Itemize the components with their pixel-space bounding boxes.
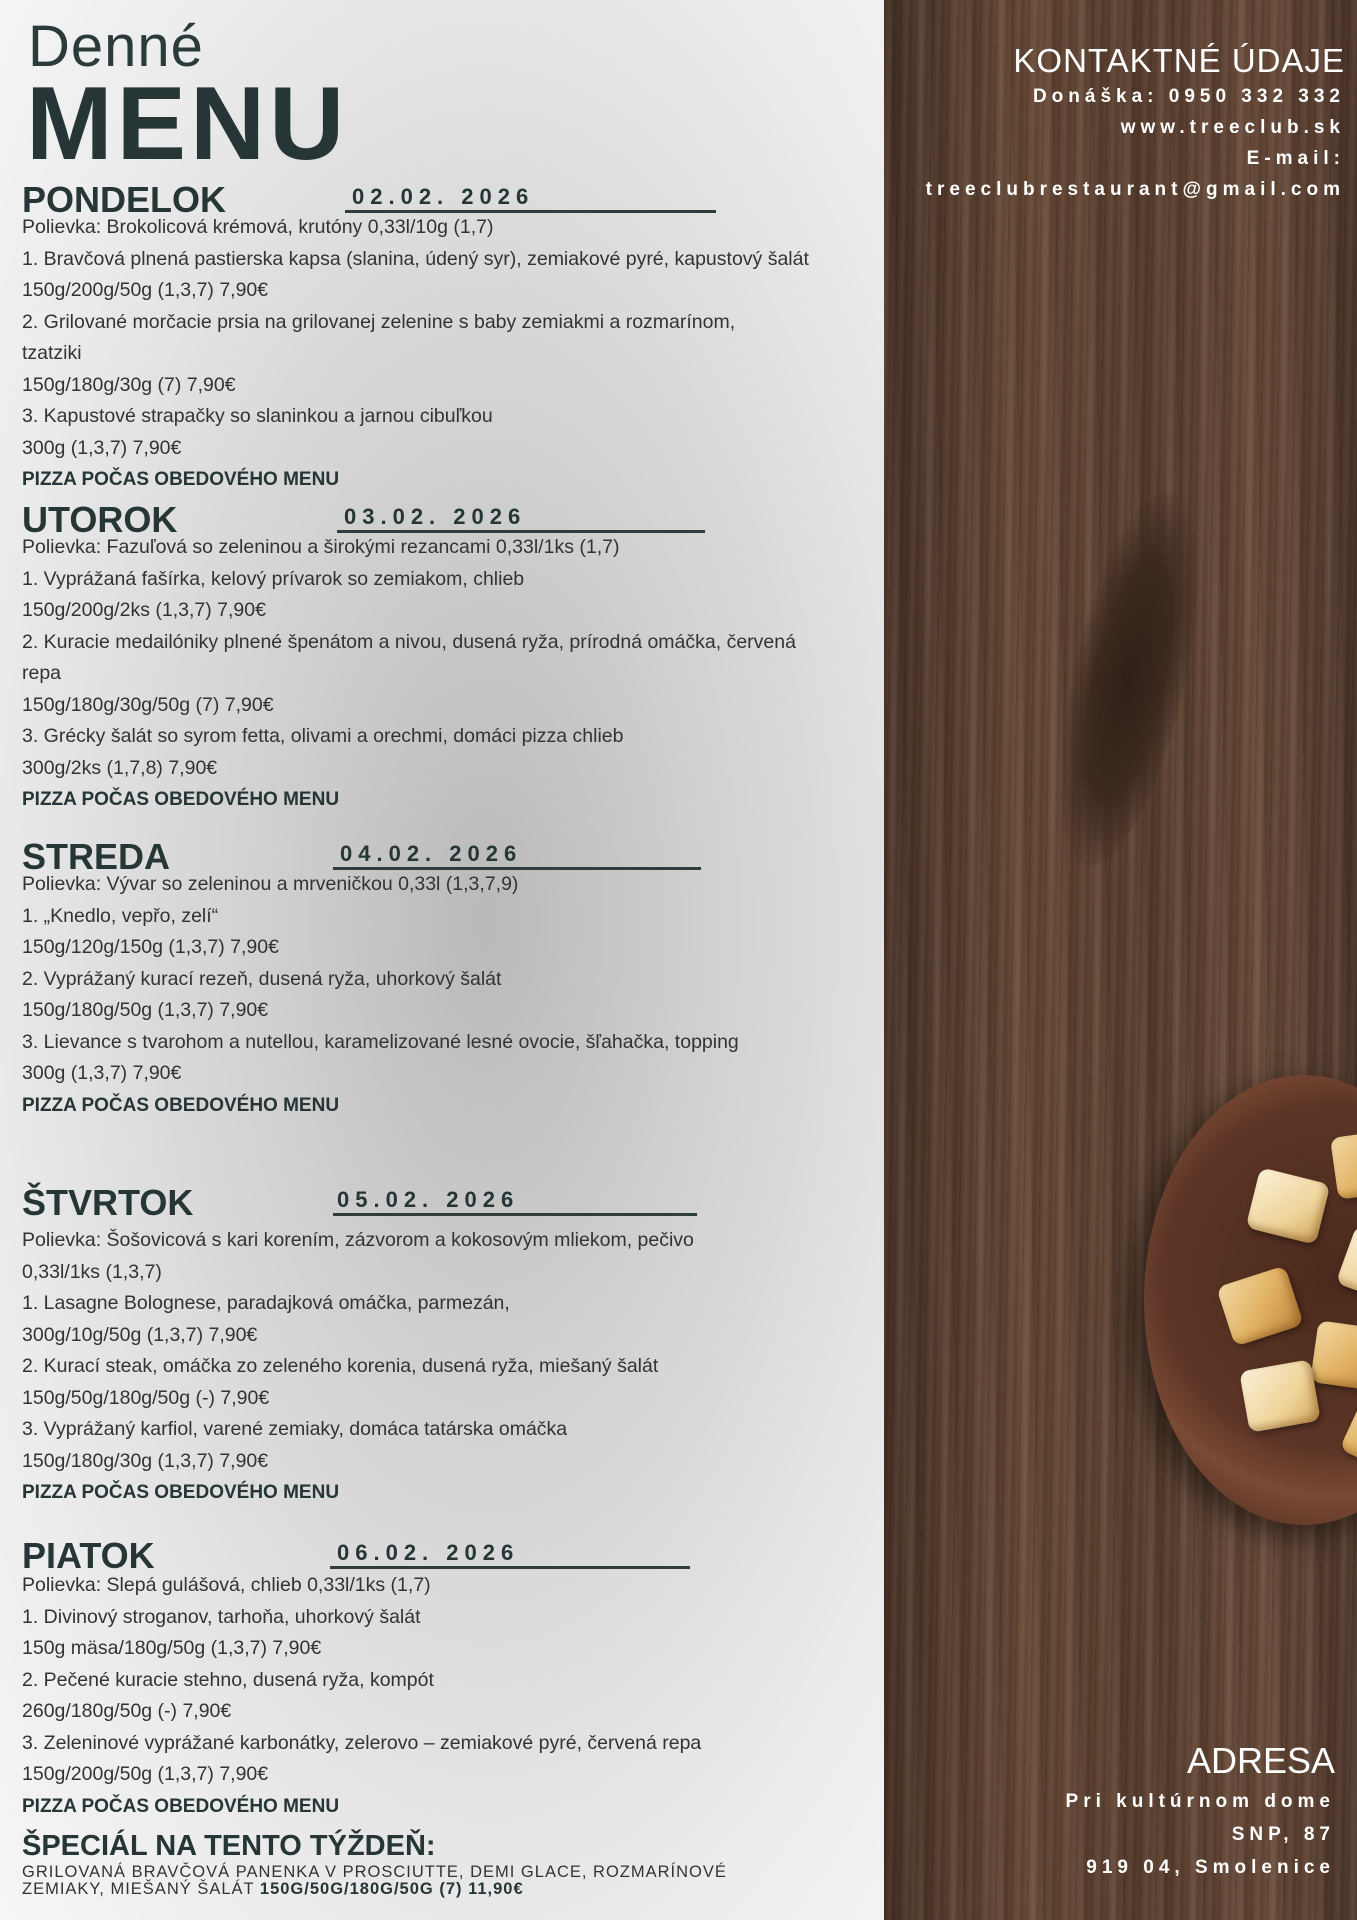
menu-line: 150g/180g/30g (1,3,7) 7,90€ bbox=[22, 1449, 269, 1472]
day-date: 03.02. 2026 bbox=[344, 504, 527, 529]
menu-line: 2. Kuracie medailóniky plnené špenátom a nivou, dusená ryža, prírodná omáčka, červená bbox=[22, 630, 796, 653]
menu-line: 2. Vyprážaný kurací rezeň, dusená ryža, uhorkový šalát bbox=[22, 967, 502, 990]
special-line-2-text: ZEMIAKY, MIEŠANÝ ŠALÁT bbox=[22, 1880, 255, 1898]
day-date: 04.02. 2026 bbox=[340, 841, 523, 866]
pizza-note: PIZZA POČAS OBEDOVÉHO MENU bbox=[22, 469, 340, 490]
menu-line: 3. Zeleninové vyprážané karbonátky, zelerovo – zemiakové pyré, červená repa bbox=[22, 1731, 702, 1754]
menu-line: 2. Grilované morčacie prsia na grilovanej zelenine s baby zemiakmi a rozmarínom, bbox=[22, 310, 736, 333]
crouton-bowl bbox=[1144, 1075, 1357, 1525]
day-date: 06.02. 2026 bbox=[337, 1540, 520, 1565]
website-link[interactable]: www.treeclub.sk bbox=[1120, 117, 1345, 138]
menu-line: repa bbox=[22, 662, 62, 684]
menu-line: 1. Bravčová plnená pastierska kapsa (slanina, údený syr), zemiakové pyré, kapustový šalát bbox=[22, 247, 809, 270]
menu-line: 1. Lasagne Bolognese, paradajková omáčka, parmezán, bbox=[22, 1292, 510, 1314]
menu-line: 150g/180g/30g/50g (7) 7,90€ bbox=[22, 693, 274, 716]
wood-knot bbox=[1036, 483, 1223, 878]
title-menu: MENU bbox=[26, 66, 349, 182]
pizza-note: PIZZA POČAS OBEDOVÉHO MENU bbox=[22, 1094, 340, 1116]
menu-line: 1. Divinový stroganov, tarhoňa, uhorkový šalát bbox=[22, 1605, 421, 1628]
menu-line: 3. Vyprážaný karfiol, varené zemiaky, domáca tatárska omáčka bbox=[22, 1418, 568, 1440]
crouton bbox=[1216, 1265, 1304, 1346]
menu-line: Polievka: Šošovicová s kari korením, zázvorom a kokosovým mliekom, pečivo bbox=[22, 1229, 694, 1251]
menu-line: 3. Kapustové strapačky so slaninkou a jarnou cibuľkou bbox=[22, 405, 493, 427]
menu-line: 150g/120g/150g (1,3,7) 7,90€ bbox=[22, 936, 279, 958]
menu-line: Polievka: Brokolicová krémová, krutóny 0,33l/10g (1,7) bbox=[22, 216, 494, 238]
title-denne: Denné bbox=[28, 14, 204, 79]
contact-block bbox=[926, 44, 1345, 205]
menu-line: 150g/180g/30g (7) 7,90€ bbox=[22, 373, 236, 396]
menu-line: 2. Kurací steak, omáčka zo zeleného korenia, dusená ryža, miešaný šalát bbox=[22, 1355, 659, 1377]
menu-line: 1. Vyprážaná fašírka, kelový prívarok so zemiakom, chlieb bbox=[22, 567, 525, 590]
date-underline bbox=[330, 1566, 690, 1569]
crouton bbox=[1246, 1167, 1331, 1245]
menu-line: 150g/50g/180g/50g (-) 7,90€ bbox=[22, 1386, 270, 1409]
crouton bbox=[1339, 1393, 1357, 1480]
contact-title: KONTAKTNÉ ÚDAJE bbox=[1013, 42, 1345, 79]
menu-line: 300g (1,3,7) 7,90€ bbox=[22, 436, 182, 459]
menu-line: 150g/180g/50g (1,3,7) 7,90€ bbox=[22, 999, 269, 1021]
day-name: PIATOK bbox=[22, 1535, 155, 1576]
menu-line: 150g mäsa/180g/50g (1,3,7) 7,90€ bbox=[22, 1637, 322, 1659]
address-line-1: Pri kultúrnom dome bbox=[1065, 1791, 1335, 1812]
menu-line: 300g (1,3,7) 7,90€ bbox=[22, 1062, 182, 1084]
address-line-2: SNP, 87 bbox=[1231, 1824, 1335, 1845]
menu-line: Polievka: Slepá gulášová, chlieb 0,33l/1ks (1,7) bbox=[22, 1574, 431, 1596]
special-price: 150G/50G/180G/50G (7) 11,90€ bbox=[259, 1880, 524, 1898]
pizza-note: PIZZA POČAS OBEDOVÉHO MENU bbox=[22, 1795, 340, 1817]
address-block bbox=[1065, 1740, 1335, 1884]
menu-line: 2. Pečené kuracie stehno, dusená ryža, kompót bbox=[22, 1668, 434, 1691]
address-title: ADRESA bbox=[1186, 1740, 1335, 1781]
day-name: PONDELOK bbox=[22, 179, 227, 220]
address-line-3: 919 04, Smolenice bbox=[1086, 1857, 1335, 1878]
menu-line: 3. Lievance s tvarohom a nutellou, karamelizované lesné ovocie, šľahačka, topping bbox=[22, 1030, 739, 1053]
wood-panel bbox=[884, 0, 1357, 1920]
menu-line: tzatziki bbox=[22, 342, 82, 364]
weekly-special bbox=[22, 1832, 872, 1898]
day-date: 02.02. 2026 bbox=[352, 184, 535, 209]
special-line-2 bbox=[22, 1881, 872, 1898]
menu-line: 1. „Knedlo, vepřo, zelí“ bbox=[22, 904, 219, 927]
menu-line: 3. Grécky šalát so syrom fetta, olivami a orechmi, domáci pizza chlieb bbox=[22, 725, 624, 747]
day-name: STREDA bbox=[22, 836, 171, 877]
crouton bbox=[1239, 1359, 1321, 1433]
special-title: ŠPECIÁL NA TENTO TÝŽDEŇ: bbox=[22, 1830, 436, 1862]
delivery-phone[interactable]: Donáška: 0950 332 332 bbox=[1032, 86, 1345, 107]
special-description bbox=[22, 1864, 872, 1898]
crouton bbox=[1336, 1225, 1357, 1308]
menu-line: 150g/200g/50g (1,3,7) 7,90€ bbox=[22, 1763, 269, 1785]
crouton bbox=[1330, 1128, 1357, 1199]
crouton bbox=[1310, 1320, 1357, 1391]
menu-line: 0,33l/1ks (1,3,7) bbox=[22, 1260, 162, 1283]
email-link[interactable]: treeclubrestaurant@gmail.com bbox=[925, 179, 1345, 200]
menu-line: 300g/10g/50g (1,3,7) 7,90€ bbox=[22, 1323, 258, 1346]
menu-line: Polievka: Vývar so zeleninou a mrveničkou 0,33l (1,3,7,9) bbox=[22, 873, 519, 895]
email-label: E-mail: bbox=[1246, 148, 1345, 169]
menu-line: Polievka: Fazuľová so zeleninou a širokými rezancami 0,33l/1ks (1,7) bbox=[22, 536, 620, 558]
day-name: UTOROK bbox=[22, 499, 178, 540]
day-date: 05.02. 2026 bbox=[337, 1187, 520, 1212]
menu-line: 150g/200g/50g (1,3,7) 7,90€ bbox=[22, 279, 269, 301]
pizza-note: PIZZA POČAS OBEDOVÉHO MENU bbox=[22, 789, 340, 810]
day-name: ŠTVRTOK bbox=[22, 1182, 194, 1223]
date-underline bbox=[333, 1213, 697, 1216]
menu-line: 300g/2ks (1,7,8) 7,90€ bbox=[22, 756, 218, 779]
special-line-1: GRILOVANÁ BRAVČOVÁ PANENKA V PROSCIUTTE, DEMI GLACE, ROZMARÍNOVÉ bbox=[22, 1863, 727, 1881]
menu-line: 150g/200g/2ks (1,3,7) 7,90€ bbox=[22, 599, 266, 621]
menu-line: 260g/180g/50g (-) 7,90€ bbox=[22, 1700, 232, 1722]
pizza-note: PIZZA POČAS OBEDOVÉHO MENU bbox=[22, 1482, 340, 1503]
